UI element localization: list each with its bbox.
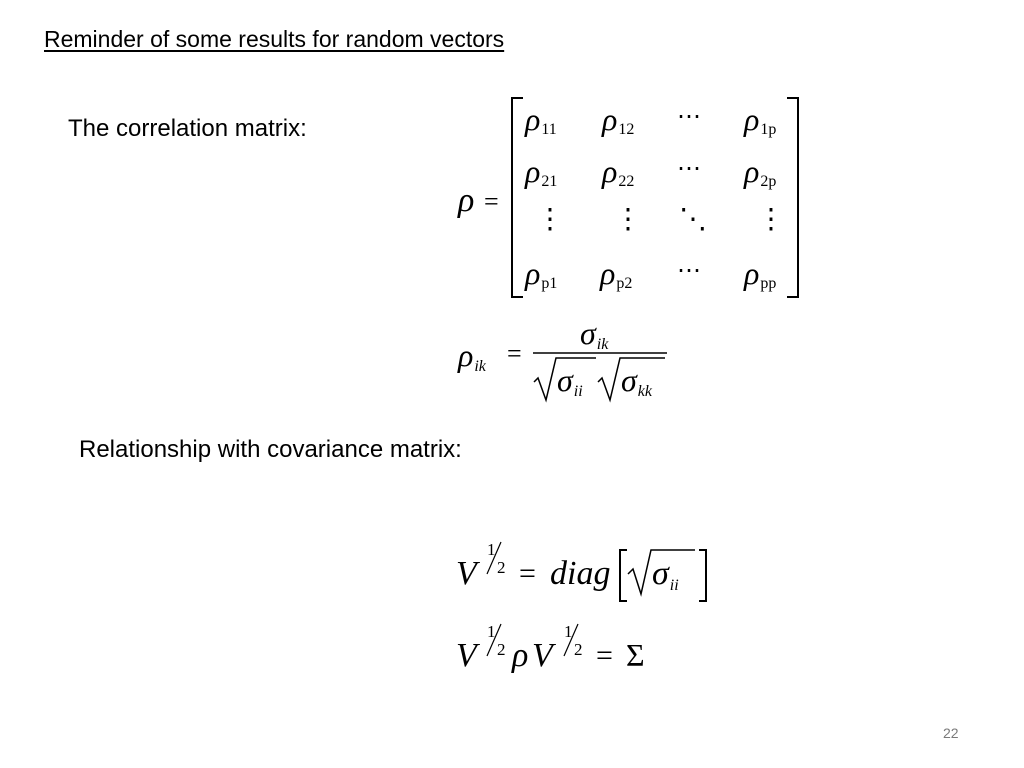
- matrix-left-bracket: [512, 98, 523, 297]
- identity-equals-sign: =: [596, 639, 613, 672]
- diag-function: diag: [550, 555, 611, 592]
- v-half-equals-sign: =: [519, 557, 536, 590]
- matrix-lhs-symbol: ρ: [458, 182, 475, 219]
- matrix-right-bracket: [787, 98, 798, 297]
- identity-left-v: V: [456, 637, 477, 674]
- matrix-entry-3-1: ⋮: [536, 204, 564, 235]
- matrix-entry-2-3: ⋯: [677, 156, 701, 182]
- v-half-formula: [456, 540, 706, 601]
- matrix-equals-sign: =: [484, 187, 499, 216]
- slide-title: Reminder of some results for random vectors: [44, 26, 505, 52]
- matrix-entry-3-3: ⋱: [679, 204, 707, 235]
- matrix-entry-4-1: ρp1: [525, 255, 558, 292]
- identity-left-exp-num: 1: [487, 622, 496, 641]
- matrix-entry-3-2: ⋮: [614, 204, 642, 235]
- v-half-base: V: [456, 555, 477, 592]
- diag-argument: σii: [652, 555, 679, 594]
- matrix-entry-1-3: ⋯: [677, 104, 701, 130]
- matrix-entry-4-2: ρp2: [600, 255, 633, 292]
- correlation-matrix-label: The correlation matrix:: [68, 115, 307, 142]
- rho-ik-lhs: ρik: [458, 337, 486, 375]
- matrix-entry-2-2: ρ22: [602, 153, 635, 190]
- identity-sigma: Σ: [626, 637, 645, 673]
- matrix-entry-1-2: ρ12: [602, 101, 635, 138]
- rho-ik-denominator-kk: σkk: [621, 362, 652, 400]
- diag-left-bracket: [620, 550, 627, 601]
- identity-formula: [456, 622, 645, 674]
- rho-ik-denominator-ii: σii: [557, 362, 583, 400]
- identity-right-exp-num: 1: [564, 622, 573, 641]
- correlation-matrix-equation: [457, 98, 798, 297]
- v-half-exp-num: 1: [487, 540, 496, 559]
- covariance-relationship-label: Relationship with covariance matrix:: [79, 436, 462, 463]
- matrix-entry-1-1: ρ11: [525, 101, 557, 138]
- diag-right-bracket: [699, 550, 706, 601]
- rho-ik-equals-sign: =: [507, 339, 522, 368]
- matrix-entry-3-4: ⋮: [757, 204, 785, 235]
- matrix-entry-4-3: ⋯: [677, 258, 701, 284]
- identity-right-exp-den: 2: [574, 640, 583, 659]
- rho-ik-numerator: σik: [580, 315, 609, 353]
- rho-ik-formula: [457, 315, 667, 400]
- matrix-entry-1-4: ρ1p: [744, 101, 777, 138]
- identity-rho: ρ: [512, 637, 529, 674]
- matrix-entry-4-4: ρpp: [744, 255, 777, 292]
- matrix-entry-2-4: ρ2p: [744, 153, 777, 190]
- page-number: 22: [943, 725, 959, 741]
- identity-right-v: V: [532, 637, 553, 674]
- v-half-exp-den: 2: [497, 558, 506, 577]
- matrix-entry-2-1: ρ21: [525, 153, 558, 190]
- identity-left-exp-den: 2: [497, 640, 506, 659]
